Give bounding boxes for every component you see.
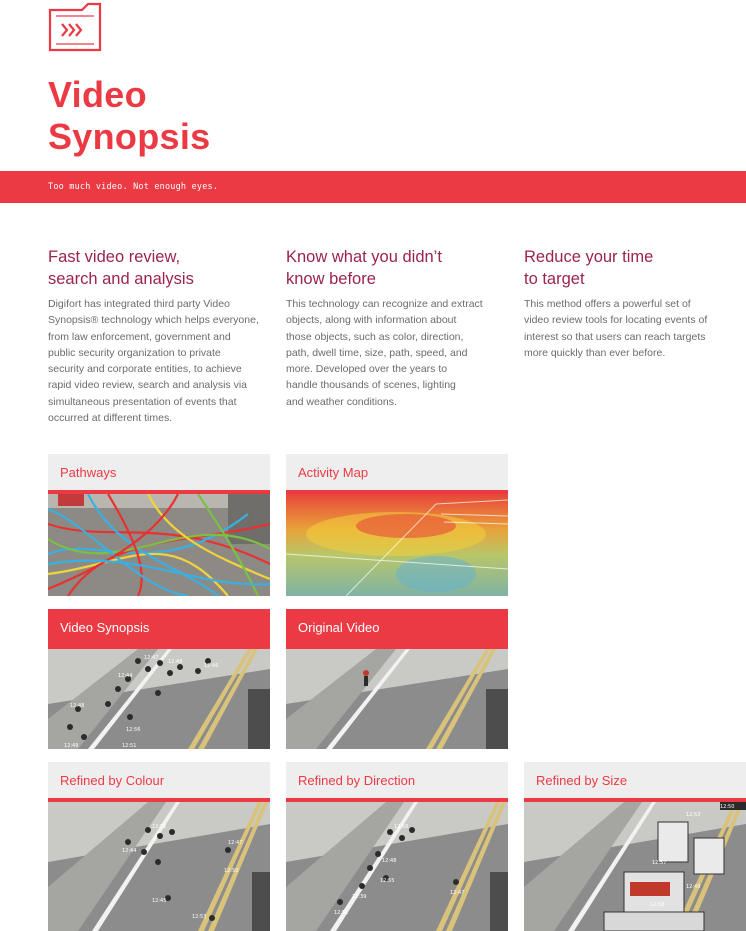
svg-text:12:44: 12:44 (118, 673, 133, 679)
card-title: Pathways (48, 454, 270, 494)
card-title: Refined by Direction (286, 762, 508, 802)
svg-text:12:55: 12:55 (380, 878, 395, 884)
page-title-line2: Synopsis (48, 116, 211, 157)
refined-direction-image (286, 802, 508, 931)
svg-text:12:46: 12:46 (204, 663, 219, 669)
pathways-image (48, 494, 270, 596)
column-heading: Reduce your time to target (524, 248, 654, 288)
svg-text:12:48: 12:48 (382, 858, 397, 864)
svg-text:12:52: 12:52 (152, 824, 167, 830)
refined-colour-image (48, 802, 270, 931)
svg-text:12:56: 12:56 (394, 824, 409, 830)
svg-text:12:56: 12:56 (126, 727, 141, 733)
card-activity-map (286, 454, 508, 596)
svg-text:12:49: 12:49 (64, 743, 79, 749)
card-refined-direction (286, 762, 508, 931)
column-body: Digifort has integrated third party Video Synopsis® technology which helps everyone, from law enforcement, government and public security organization to private security and corporate entities, to achieve rapid video review, search and analysis via simultaneous presentation of events that occurred at different times. (48, 298, 259, 425)
column-know-before (286, 246, 508, 410)
svg-text:12:44: 12:44 (122, 848, 137, 854)
activity-map-image (286, 494, 508, 596)
svg-text:12:53: 12:53 (192, 914, 207, 920)
card-video-synopsis (48, 609, 270, 749)
page-title (48, 74, 210, 158)
refined-size-image (524, 802, 746, 931)
card-refined-size (524, 762, 746, 931)
video-synopsis-image (48, 649, 270, 749)
tagline-band (0, 171, 746, 203)
svg-text:12:48: 12:48 (70, 703, 85, 709)
svg-text:12:51: 12:51 (334, 910, 349, 916)
card-refined-colour (48, 762, 270, 931)
svg-text:12:53: 12:53 (686, 812, 701, 818)
card-pathways (48, 454, 270, 596)
svg-text:12:47: 12:47 (144, 655, 159, 661)
svg-text:12:39: 12:39 (352, 894, 367, 900)
column-reduce-time (524, 246, 746, 361)
svg-text:12:49: 12:49 (686, 884, 701, 890)
card-title: Video Synopsis (48, 609, 270, 649)
column-fast-review (48, 246, 270, 426)
svg-text:12:47: 12:47 (450, 890, 465, 896)
card-title: Refined by Size (524, 762, 746, 802)
column-heading: Know what you didn’t know before (286, 248, 442, 288)
svg-text:12:57: 12:57 (652, 860, 667, 866)
column-body: This method offers a powerful set of video review tools for locating events of interest so that users can reach targets more quickly than ever before. (524, 298, 708, 359)
card-original-video (286, 609, 508, 749)
tagline: Too much video. Not enough eyes. (48, 182, 219, 192)
page-title-line1: Video (48, 74, 147, 115)
svg-text:12:58: 12:58 (650, 902, 665, 908)
svg-text:12:48: 12:48 (168, 659, 183, 665)
card-title: Original Video (286, 609, 508, 649)
svg-text:12:50: 12:50 (720, 804, 735, 810)
card-title: Refined by Colour (48, 762, 270, 802)
svg-text:12:45: 12:45 (152, 898, 167, 904)
column-body: This technology can recognize and extract objects, along with information about those objects, such as color, direction, path, dwell time, size, path, speed, and more. Developed over the years to handle thousands of scenes, lighting and weather conditions. (286, 298, 483, 408)
svg-text:12:50: 12:50 (224, 868, 239, 874)
svg-text:12:51: 12:51 (122, 743, 137, 749)
svg-text:12:47: 12:47 (228, 840, 243, 846)
fast-forward-folder-icon (48, 2, 102, 52)
card-title: Activity Map (286, 454, 508, 494)
column-heading: Fast video review, search and analysis (48, 248, 194, 288)
original-video-image (286, 649, 508, 749)
